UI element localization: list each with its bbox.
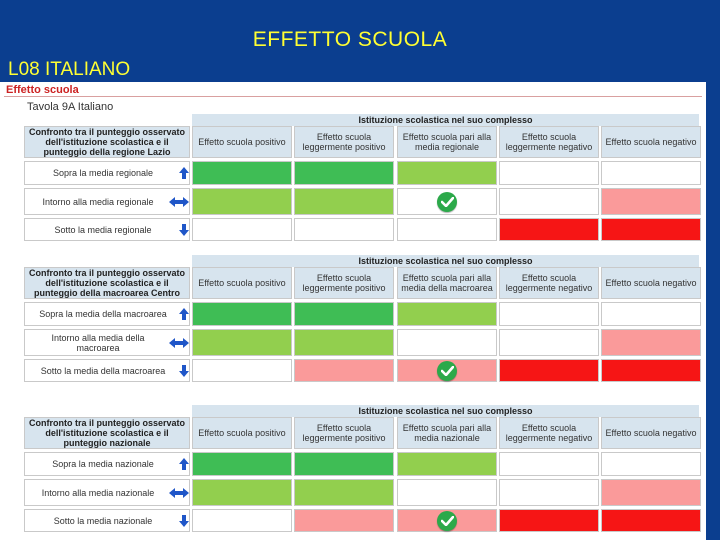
row-label	[24, 188, 190, 215]
grid-cell	[499, 452, 599, 476]
table-label: Tavola 9A Italiano	[27, 101, 114, 113]
column-header: Effetto scuola positivo	[192, 126, 292, 158]
grid-cell	[192, 218, 292, 241]
arrow-down-icon	[179, 515, 189, 527]
column-header: Effetto scuola leggermente negativo	[499, 417, 599, 449]
column-header: Effetto scuola negativo	[601, 126, 701, 158]
grid-cell	[601, 509, 701, 532]
row-label	[24, 509, 190, 532]
row-label-text: Sopra la media regionale	[52, 168, 154, 178]
row-label	[24, 161, 190, 185]
row-label-text: Sotto la media nazionale	[53, 515, 153, 526]
row-label	[24, 359, 190, 382]
slide-subtitle: L08 ITALIANO	[8, 59, 131, 80]
arrow-up-icon	[179, 167, 189, 179]
grid-cell	[294, 359, 394, 382]
grid-cell	[499, 329, 599, 356]
column-header: Effetto scuola leggermente positivo	[294, 417, 394, 449]
grid-cell	[192, 161, 292, 185]
grid-cell	[499, 218, 599, 241]
grid-cell	[397, 452, 497, 476]
grid-cell	[601, 452, 701, 476]
istituzione-header: Istituzione scolastica nel suo complesso	[192, 114, 699, 126]
grid-cell	[294, 509, 394, 532]
grid-cell	[601, 359, 701, 382]
row-label-text: Intorno alla media regionale	[42, 196, 154, 207]
grid-cell	[499, 359, 599, 382]
column-header: Effetto scuola pari alla media nazionale	[397, 417, 497, 449]
grid-cell	[294, 302, 394, 326]
istituzione-header: Istituzione scolastica nel suo complesso	[192, 255, 699, 267]
grid-cell	[397, 479, 497, 506]
row-label-text: Intorno alla media nazionale	[41, 487, 155, 498]
row-label	[24, 329, 190, 356]
row-label	[24, 218, 190, 241]
column-header: Effetto scuola leggermente negativo	[499, 126, 599, 158]
grid-cell	[294, 329, 394, 356]
istituzione-header: Istituzione scolastica nel suo complesso	[192, 405, 699, 417]
grid-cell	[499, 479, 599, 506]
grid-cell	[499, 509, 599, 532]
grid-cell	[397, 302, 497, 326]
arrow-up-icon	[179, 458, 189, 470]
grid-cell	[192, 188, 292, 215]
column-header: Effetto scuola positivo	[192, 417, 292, 449]
grid-cell	[397, 329, 497, 356]
grid-cell	[601, 329, 701, 356]
check-icon	[437, 511, 457, 531]
grid-cell	[294, 218, 394, 241]
grid-cell	[499, 302, 599, 326]
arrow-left-right-icon	[169, 197, 189, 207]
grid-cell	[397, 509, 497, 532]
column-header: Effetto scuola pari alla media della macroarea	[397, 267, 497, 299]
confronto-header: Confronto tra il punteggio osservato dell'istituzione scolastica e il punteggio nazionale	[24, 417, 190, 449]
grid-cell	[397, 161, 497, 185]
column-header: Effetto scuola leggermente positivo	[294, 126, 394, 158]
row-label-text: Sotto la media regionale	[54, 224, 152, 235]
column-header: Effetto scuola leggermente positivo	[294, 267, 394, 299]
column-header: Effetto scuola pari alla media regionale	[397, 126, 497, 158]
grid-cell	[601, 479, 701, 506]
panel-header: Effetto scuola	[6, 84, 79, 96]
grid-cell	[192, 479, 292, 506]
grid-cell	[294, 479, 394, 506]
grid-cell	[192, 329, 292, 356]
effetto-scuola-panel	[0, 82, 706, 540]
grid-cell	[294, 452, 394, 476]
column-header: Effetto scuola positivo	[192, 267, 292, 299]
grid-cell	[192, 302, 292, 326]
grid-cell	[499, 161, 599, 185]
row-label	[24, 479, 190, 506]
arrow-left-right-icon	[169, 338, 189, 348]
arrow-down-icon	[179, 365, 189, 377]
confronto-header: Confronto tra il punteggio osservato dell'istituzione scolastica e il punteggio della macroarea Centro	[24, 267, 190, 299]
grid-cell	[192, 452, 292, 476]
slide-title: EFFETTO SCUOLA	[252, 28, 448, 51]
check-icon	[437, 192, 457, 212]
column-header: Effetto scuola negativo	[601, 267, 701, 299]
grid-cell	[601, 218, 701, 241]
panel-header-divider	[4, 96, 702, 97]
grid-cell	[294, 188, 394, 215]
row-label-text: Sopra la media della macroarea	[39, 309, 167, 319]
arrow-down-icon	[179, 224, 189, 236]
row-label	[24, 302, 190, 326]
check-icon	[437, 361, 457, 381]
arrow-up-icon	[179, 308, 189, 320]
grid-cell	[601, 161, 701, 185]
grid-cell	[192, 509, 292, 532]
row-label-text: Sotto la media della macroarea	[40, 365, 166, 376]
grid-cell	[499, 188, 599, 215]
grid-cell	[397, 218, 497, 241]
row-label-text: Sopra la media nazionale	[52, 459, 154, 469]
grid-cell	[397, 188, 497, 215]
row-label-text: Intorno alla media della macroarea	[51, 332, 145, 353]
grid-cell	[294, 161, 394, 185]
column-header: Effetto scuola negativo	[601, 417, 701, 449]
confronto-header: Confronto tra il punteggio osservato dell'istituzione scolastica e il punteggio della regione Lazio	[24, 126, 190, 158]
grid-cell	[601, 188, 701, 215]
arrow-left-right-icon	[169, 488, 189, 498]
grid-cell	[397, 359, 497, 382]
row-label	[24, 452, 190, 476]
grid-cell	[192, 359, 292, 382]
grid-cell	[601, 302, 701, 326]
column-header: Effetto scuola leggermente negativo	[499, 267, 599, 299]
